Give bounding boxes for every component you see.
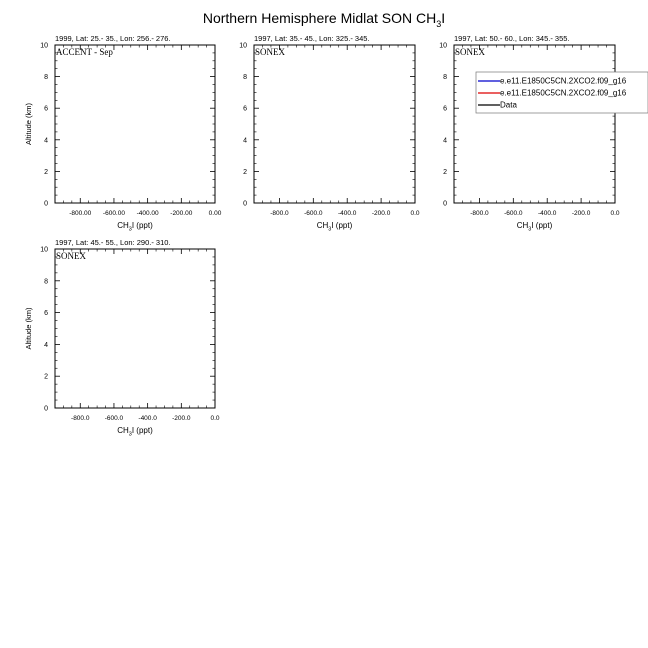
panel-subtitle: 1997, Lat: 35.- 45., Lon: 325.- 345.: [254, 34, 370, 43]
chart-panel-1: [24, 34, 222, 233]
x-tick-label: -800.0: [470, 210, 489, 217]
x-axis-label: $CH_3I$ (ppt): [117, 426, 153, 438]
x-tick-label: -200.0: [371, 210, 391, 217]
chart-panel-4: [24, 238, 220, 438]
y-tick-label: 0: [443, 200, 447, 208]
plot-frame: [454, 45, 615, 203]
x-tick-label: -800.0: [71, 415, 90, 422]
x-tick-label: -800.00: [69, 210, 92, 217]
panel-subtitle: 1997, Lat: 45.- 55., Lon: 290.- 310.: [55, 238, 171, 247]
y-tick-label: 10: [239, 42, 247, 50]
legend-label: e.e11.E1850C5CN.2XCO2.f09_g16: [500, 88, 627, 98]
plot-frame: [55, 249, 215, 408]
x-tick-label: -600.0: [104, 415, 124, 422]
x-tick-label: -600.0: [504, 210, 523, 217]
x-tick-label: 0.00: [208, 210, 222, 217]
x-tick-label: -600.00: [102, 210, 125, 217]
y-axis-label: Altitude (km): [24, 102, 33, 146]
y-axis-label: Altitude (km): [24, 307, 33, 350]
x-tick-label: -200.00: [170, 210, 193, 217]
y-tick-label: 8: [44, 74, 48, 82]
x-tick-label: -200.0: [571, 210, 591, 217]
y-tick-label: 6: [243, 105, 247, 113]
x-tick-label: -400.00: [136, 210, 159, 217]
panel-subtitle: 1997, Lat: 50.- 60., Lon: 345.- 355.: [454, 34, 570, 43]
legend-label: Data: [500, 100, 517, 110]
x-tick-label: 0.0: [410, 210, 420, 217]
y-tick-label: 2: [44, 168, 48, 176]
campaign-label: SONEX: [56, 251, 87, 261]
y-tick-label: 10: [40, 246, 48, 254]
x-axis-label: $CH_3I$ (ppt): [516, 221, 553, 233]
panel-subtitle: 1999, Lat: 25.- 35., Lon: 256.- 276.: [55, 34, 171, 43]
panels: [24, 34, 648, 438]
y-tick-label: 8: [443, 74, 447, 82]
x-tick-label: -400.0: [537, 210, 557, 217]
x-tick-label: -600.0: [304, 210, 323, 217]
y-tick-label: 4: [443, 137, 447, 145]
x-axis-label: $CH_3I$ (ppt): [316, 221, 353, 233]
x-tick-label: -400.0: [337, 210, 357, 217]
y-tick-label: 2: [44, 373, 48, 381]
y-tick-label: 0: [243, 200, 247, 208]
y-tick-label: 0: [44, 200, 48, 208]
y-tick-label: 6: [44, 105, 48, 113]
y-tick-label: 4: [44, 137, 48, 145]
y-tick-label: 4: [243, 137, 247, 145]
plot-frame: [254, 45, 415, 203]
chart-panel-3: [439, 34, 648, 233]
x-tick-label: -800.0: [270, 210, 289, 217]
legend-label: e.e11.E1850C5CN.2XCO2.f09_g16: [500, 76, 627, 86]
y-tick-label: 2: [443, 168, 447, 176]
x-tick-label: -200.0: [172, 415, 191, 422]
x-tick-label: 0.0: [210, 415, 220, 422]
y-tick-label: 6: [443, 105, 447, 113]
y-tick-label: 10: [40, 42, 48, 50]
chart-panel-2: [239, 34, 420, 233]
y-tick-label: 10: [439, 42, 447, 50]
y-tick-label: 4: [44, 341, 48, 349]
figure-title: Northern Hemisphere Midlat SON $CH_3I$: [202, 10, 446, 29]
x-tick-label: 0.0: [610, 210, 620, 217]
y-tick-label: 8: [44, 278, 48, 286]
y-tick-label: 0: [44, 405, 48, 413]
y-tick-label: 2: [243, 168, 247, 176]
campaign-label: SONEX: [455, 47, 486, 57]
y-tick-label: 8: [243, 74, 247, 82]
x-axis-label: $CH_3I$ (ppt): [117, 221, 153, 233]
campaign-label: SONEX: [255, 47, 286, 57]
plot-frame: [55, 45, 215, 203]
campaign-label: ACCENT - Sep: [56, 47, 113, 57]
x-tick-label: -400.0: [138, 415, 157, 422]
y-tick-label: 6: [44, 310, 48, 318]
